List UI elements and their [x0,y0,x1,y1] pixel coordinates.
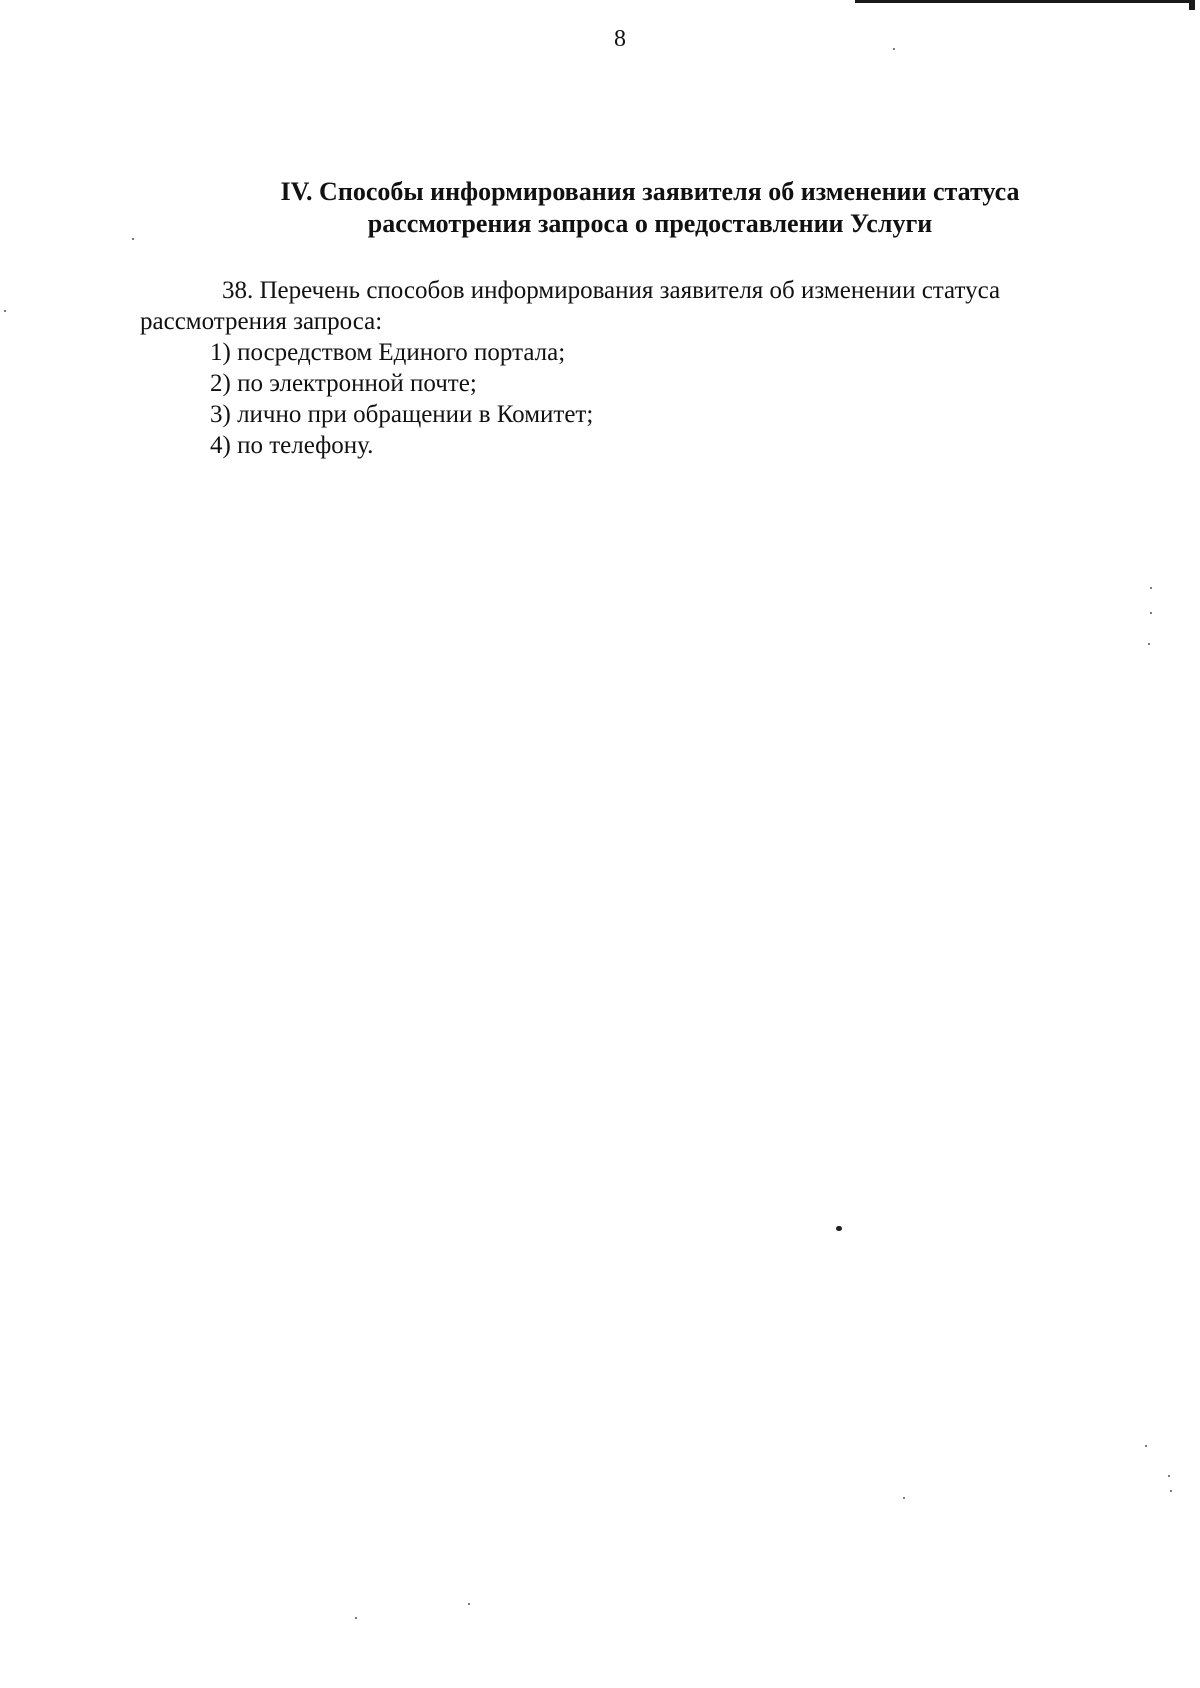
document-body [140,275,1120,461]
list-item: 2) по электронной почте; [210,370,477,397]
scan-speck [1145,1445,1147,1447]
list-item: 1) посредством Единого портала; [210,339,566,366]
paragraph-38-line-1: 38. Перечень способов информирования заявителя об изменении статуса [222,277,1001,304]
scan-speck [1170,1490,1172,1492]
paragraph-38-line-2: рассмотрения запроса: [140,308,383,335]
section-heading-line-1: IV. Способы информирования заявителя об изменении статуса [280,177,1020,206]
list-item: 3) лично при обращении в Комитет; [210,401,594,428]
scan-speck [1150,587,1152,589]
scan-border-mark [855,0,1195,3]
scan-speck [355,1617,357,1619]
list-item: 4) по телефону. [210,432,374,459]
section-heading [200,176,1100,240]
page-number: 8 [614,26,626,52]
scan-speck [132,238,134,240]
scan-speck [893,48,895,50]
scan-speck [1148,643,1150,645]
scan-speck [836,1226,842,1231]
section-heading-line-2: рассмотрения запроса о предоставлении Услуги [367,209,933,238]
scan-speck [4,310,6,312]
scan-speck [1168,1475,1170,1477]
scan-speck [903,1497,905,1499]
scan-speck [1150,612,1152,614]
scan-speck [468,1603,470,1605]
